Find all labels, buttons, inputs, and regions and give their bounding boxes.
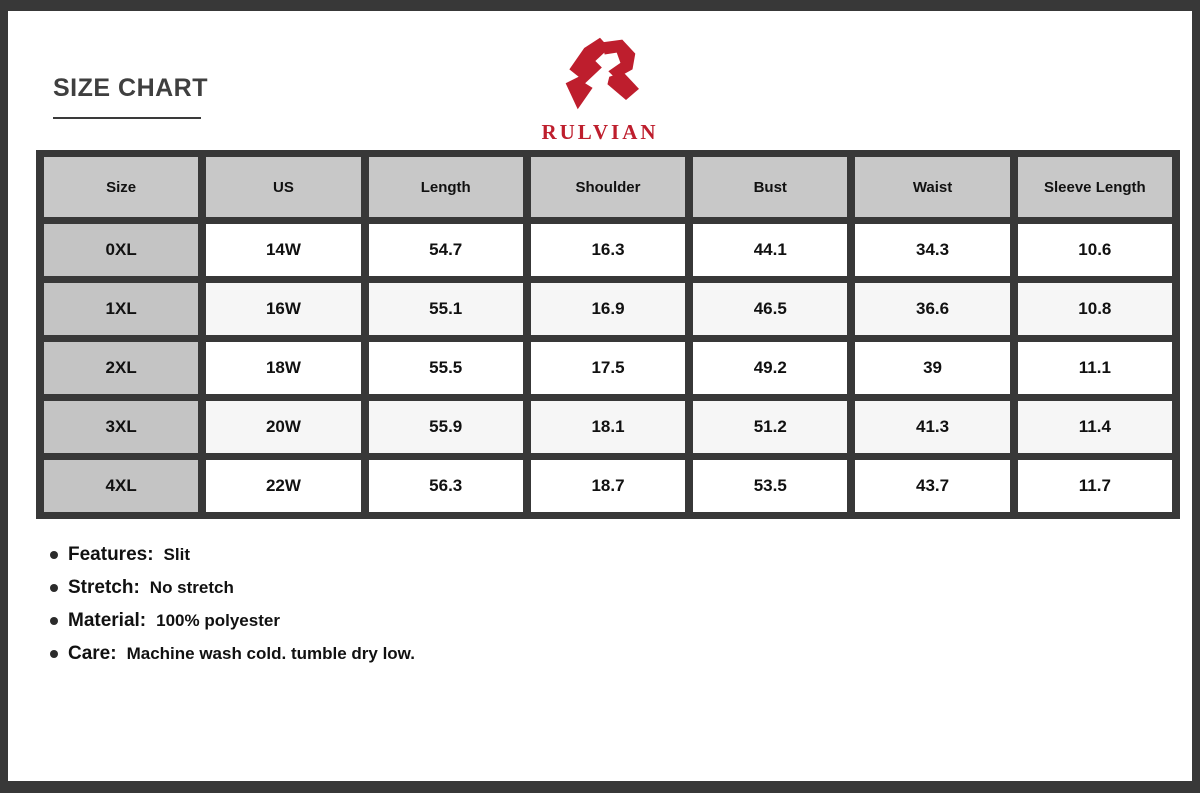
detail-value: Slit	[163, 545, 190, 564]
value-cell: 17.5	[531, 342, 685, 394]
table-row	[44, 224, 1172, 276]
value-cell: 55.1	[369, 283, 523, 335]
column-header-waist: Waist	[855, 157, 1009, 217]
size-cell: 4XL	[44, 460, 198, 512]
size-cell: 1XL	[44, 283, 198, 335]
column-header-us: US	[206, 157, 360, 217]
table-row	[44, 342, 1172, 394]
value-cell: 18.7	[531, 460, 685, 512]
detail-label: Features:	[68, 544, 154, 565]
table-header-row	[44, 157, 1172, 217]
table-row	[44, 460, 1172, 512]
value-cell: 53.5	[693, 460, 847, 512]
value-cell: 20W	[206, 401, 360, 453]
value-cell: 16W	[206, 283, 360, 335]
page-title: SIZE CHART	[53, 74, 208, 102]
value-cell: 44.1	[693, 224, 847, 276]
value-cell: 14W	[206, 224, 360, 276]
title-block	[53, 75, 208, 119]
column-header-sleeve-length: Sleeve Length	[1018, 157, 1172, 217]
value-cell: 55.5	[369, 342, 523, 394]
value-cell: 11.7	[1018, 460, 1172, 512]
list-item	[50, 544, 415, 566]
detail-value: No stretch	[149, 578, 234, 597]
value-cell: 55.9	[369, 401, 523, 453]
value-cell: 10.8	[1018, 283, 1172, 335]
value-cell: 39	[855, 342, 1009, 394]
brand-name: RULVIAN	[541, 120, 659, 144]
list-item	[50, 610, 415, 632]
size-chart-table-wrap	[36, 150, 1180, 519]
detail-label: Care:	[68, 643, 117, 664]
value-cell: 11.1	[1018, 342, 1172, 394]
value-cell: 16.9	[531, 283, 685, 335]
size-chart-table	[36, 150, 1180, 519]
value-cell: 18.1	[531, 401, 685, 453]
value-cell: 18W	[206, 342, 360, 394]
value-cell: 11.4	[1018, 401, 1172, 453]
column-header-bust: Bust	[693, 157, 847, 217]
value-cell: 34.3	[855, 224, 1009, 276]
column-header-size: Size	[44, 157, 198, 217]
detail-value: Machine wash cold. tumble dry low.	[126, 644, 415, 663]
table-row	[44, 401, 1172, 453]
value-cell: 10.6	[1018, 224, 1172, 276]
value-cell: 54.7	[369, 224, 523, 276]
column-header-shoulder: Shoulder	[531, 157, 685, 217]
detail-value: 100% polyester	[156, 611, 280, 630]
value-cell: 43.7	[855, 460, 1009, 512]
bullet-icon	[50, 617, 58, 625]
size-cell: 2XL	[44, 342, 198, 394]
list-item	[50, 577, 415, 599]
value-cell: 22W	[206, 460, 360, 512]
size-cell: 0XL	[44, 224, 198, 276]
detail-label: Stretch:	[68, 577, 140, 598]
value-cell: 51.2	[693, 401, 847, 453]
bullet-icon	[50, 584, 58, 592]
value-cell: 49.2	[693, 342, 847, 394]
value-cell: 36.6	[855, 283, 1009, 335]
table-row	[44, 283, 1172, 335]
value-cell: 41.3	[855, 401, 1009, 453]
value-cell: 56.3	[369, 460, 523, 512]
size-cell: 3XL	[44, 401, 198, 453]
brand-logo	[490, 35, 710, 145]
detail-label: Material:	[68, 610, 147, 631]
list-item	[50, 643, 415, 665]
rulvian-logo-icon	[553, 35, 647, 118]
column-header-length: Length	[369, 157, 523, 217]
value-cell: 16.3	[531, 224, 685, 276]
value-cell: 46.5	[693, 283, 847, 335]
bullet-icon	[50, 551, 58, 559]
bullet-icon	[50, 650, 58, 658]
title-underline	[53, 117, 201, 119]
details-list	[50, 544, 415, 676]
